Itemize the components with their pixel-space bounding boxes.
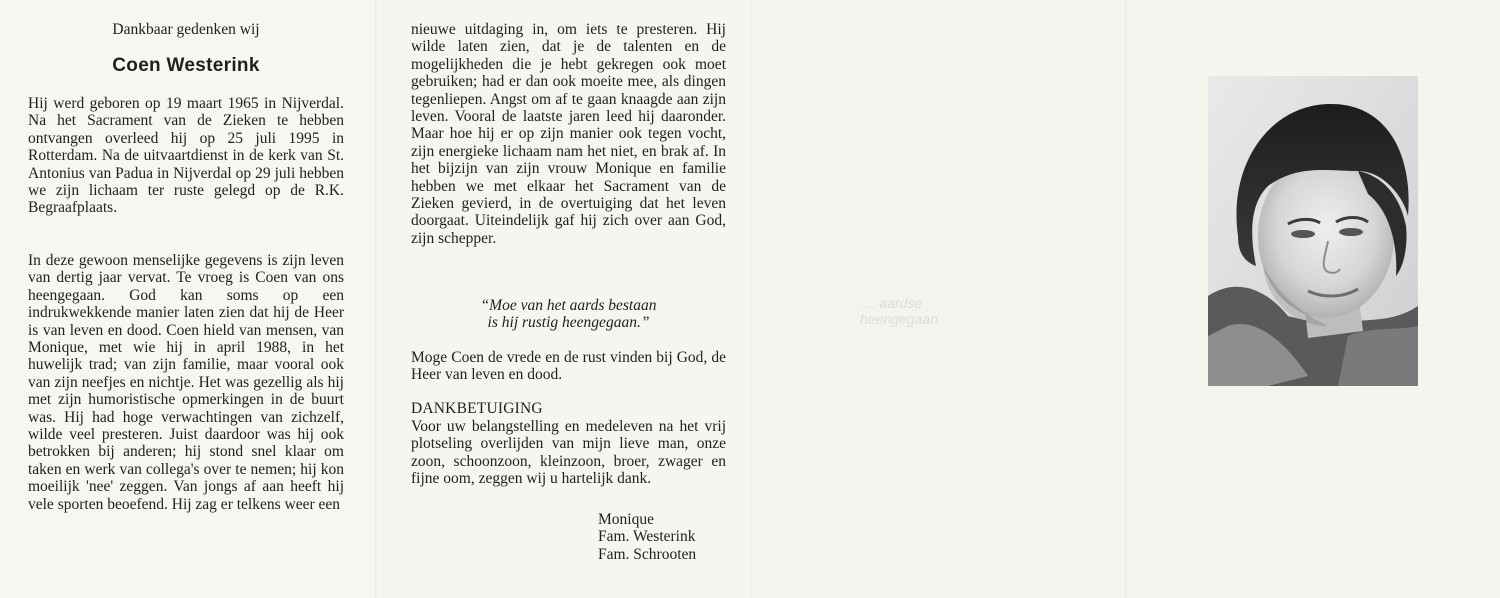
quote-line: is hij rustig heengegaan.” — [487, 314, 650, 332]
signature-line: Fam. Westerink — [598, 528, 696, 546]
biography-paragraph: In deze gewoon menselijke gegevens is zijn leven van dertig jaar vervat. Te vroeg is Coen van ons heengegaan. God kan soms op een indrukwekkende manier laten zien dat hij de Heer is van leven en dood. Coen hield van mensen, van Monique, met wie hij in april 1988, in het huwelijk trad; van zijn familie, maar vooral ook van zijn neefjes en nichtje. Het was gezellig als hij met zijn humoristische opmerkingen in de buurt was. Hij had hoge verwachtingen van zichzelf, wilde veel presteren. Juist daardoor was hij ook betrokken bij anderen; hij stond snel klaar om taken en werk van collega's over te nemen; hij kon moeilijk 'nee' zeggen. Van jongs af aan heeft hij vele sporten beoefend. Hij zag er telkens weer een — [28, 252, 344, 513]
intro-heading: Dankbaar gedenken wij — [112, 21, 260, 38]
memorial-quote — [411, 297, 726, 332]
portrait-photo — [1208, 76, 1418, 386]
biography-paragraph: Hij werd geboren op 19 maart 1965 in Nijverdal. Na het Sacrament van de Zieken te hebben ontvangen overleed hij op 25 juli 1995 in Rotterdam. Na de uitvaartdienst in de kerk van St. Antonius van Padua in Nijverdal op 29 juli hebben we zijn lichaam ter ruste gelegd op de R.K. Begraafplaats. — [28, 95, 344, 217]
portrait-image — [1208, 76, 1418, 386]
deceased-name: Coen Westerink — [112, 55, 260, 76]
quote-line: “Moe van het aards bestaan — [480, 297, 657, 314]
closing-prayer: Moge Coen de vrede en de rust vinden bij God, de Heer van leven en dood. — [411, 349, 726, 384]
fold-line — [1125, 0, 1127, 598]
signature-line: Monique — [598, 511, 654, 528]
fold-line — [375, 0, 377, 598]
signatures — [598, 511, 696, 563]
signature-line: Fam. Schrooten — [598, 545, 697, 563]
fold-line — [750, 0, 752, 598]
thanks-heading: DANKBETUIGING — [411, 400, 543, 417]
thanks-text: Voor uw belangstelling en medeleven na het vrij plotseling overlijden van mijn lieve man, onze zoon, schoonzoon, kleinzoon, broer, zwager en fijne oom, zeggen wij u hartelijk dank. — [411, 418, 726, 488]
show-through-text: .... aardse heengegaan — [860, 295, 938, 327]
biography-continued: nieuwe uitdaging in, om iets te presteren. Hij wilde laten zien, dat je de talenten en de mogelijkheden die je hebt gekregen ook moet gebruiken; had er dan ook moeite mee, als dingen tegenliepen. Angst om af te gaan knaagde aan zijn leven. Vooral de laatste jaren leed hij daaronder. Maar hoe hij er op zijn manier ook tegen vocht, zijn energieke lichaam nam het niet, en brak af. In het bijzijn van zijn vrouw Monique en familie hebben we met elkaar het Sacrament van de Zieken gevierd, in de overtuiging dat het leven doorgaat. Uiteindelijk gaf hij zich over aan God, zijn schepper. — [411, 21, 726, 247]
